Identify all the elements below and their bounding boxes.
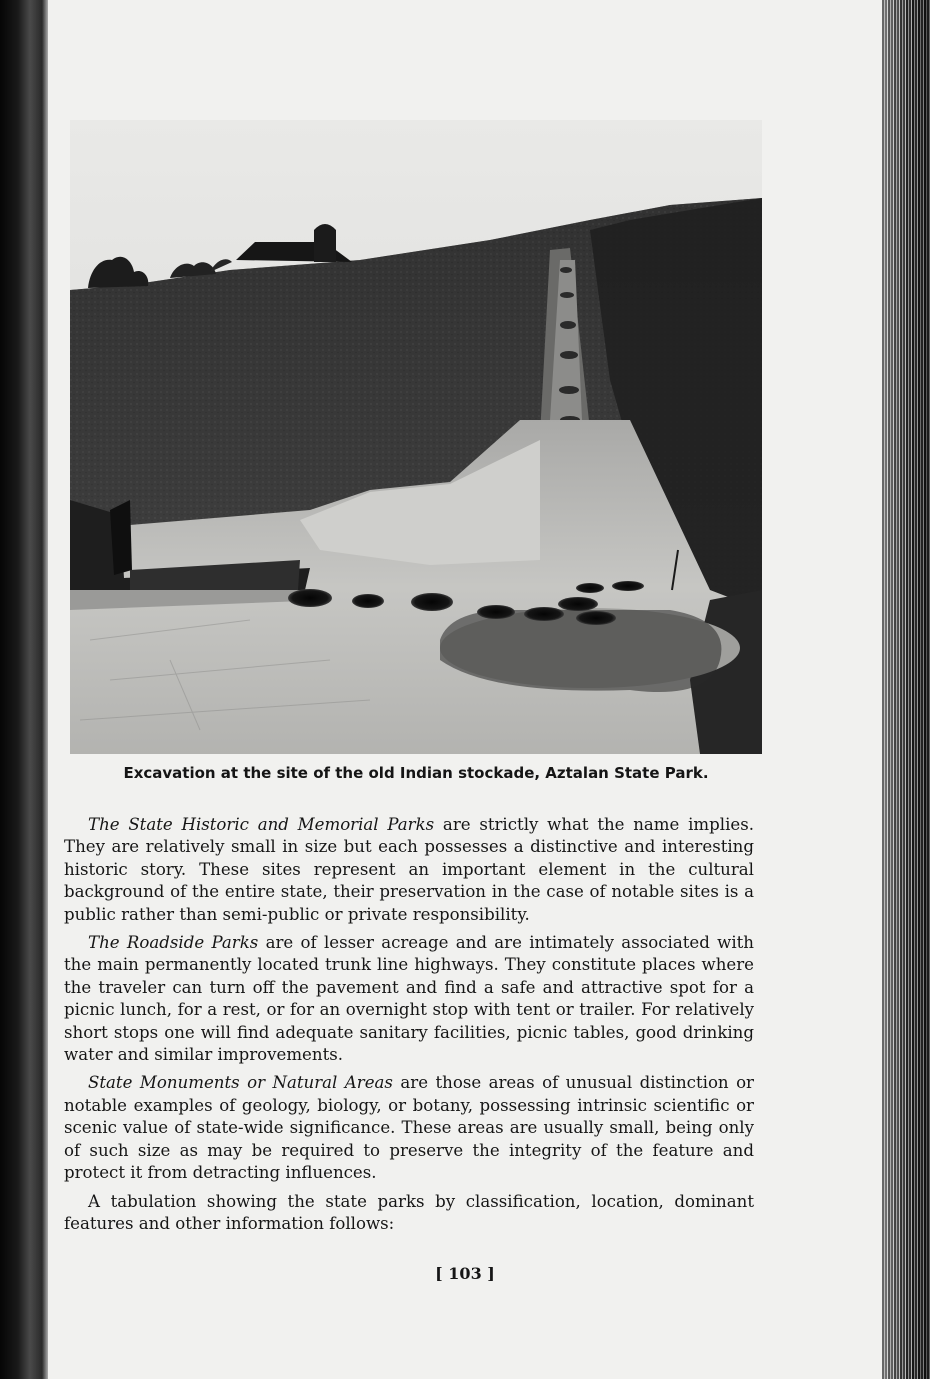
paragraph-lead: State Monuments or Natural Areas (88, 1073, 393, 1093)
paragraph-natural-areas (64, 1072, 754, 1184)
paragraph-text: A tabulation showing the state parks by classification, location, dominant features and other information follows: (64, 1191, 754, 1233)
excavation-photo-drawing (70, 120, 762, 754)
paragraph-tabulation (64, 1191, 754, 1236)
body-text (64, 814, 754, 1241)
paragraph-lead: The Roadside Parks (88, 933, 259, 953)
figure-caption: Excavation at the site of the old Indian stockade, Aztalan State Park. (123, 764, 709, 782)
paragraph-lead: The State Historic and Memorial Parks (88, 815, 435, 834)
excavation-photo (70, 120, 762, 754)
page-stack-edge (882, 0, 930, 1379)
paragraph-historic-parks (64, 814, 754, 926)
paragraph-text: are of lesser acreage and are intimately associated with the main permanently located trunk line highways. They constitute places where the traveler can turn off the pavement and find a safe and attractive spot for a picnic lunch, for a rest, or for an overnight stop with tent or trailer. For relatively short stops one will find adequate sanitary facilities, picnic tables, good drinking water and similar improvements. (64, 933, 754, 1065)
paragraph-roadside-parks (64, 932, 754, 1066)
paragraph-text: are those areas of unusual distinction or notable examples of geology, biology, or botany, possessing intrinsic scientific or scenic value of state-wide significance. These areas are usually small, being only of such size as may be required to preserve the integrity of the feature and protect it from detracting influences. (64, 1073, 754, 1183)
page-number: [ 103 ] (435, 1264, 495, 1283)
paragraph-text: are strictly what the name implies. They are relatively small in size but each possesses a distinctive and interesting historic story. These sites represent an important element in the cultural background of the entire state, their preservation in the case of notable sites is a public rather than semi-public or private responsibility. (64, 815, 754, 924)
book-spine-edge (0, 0, 50, 1379)
